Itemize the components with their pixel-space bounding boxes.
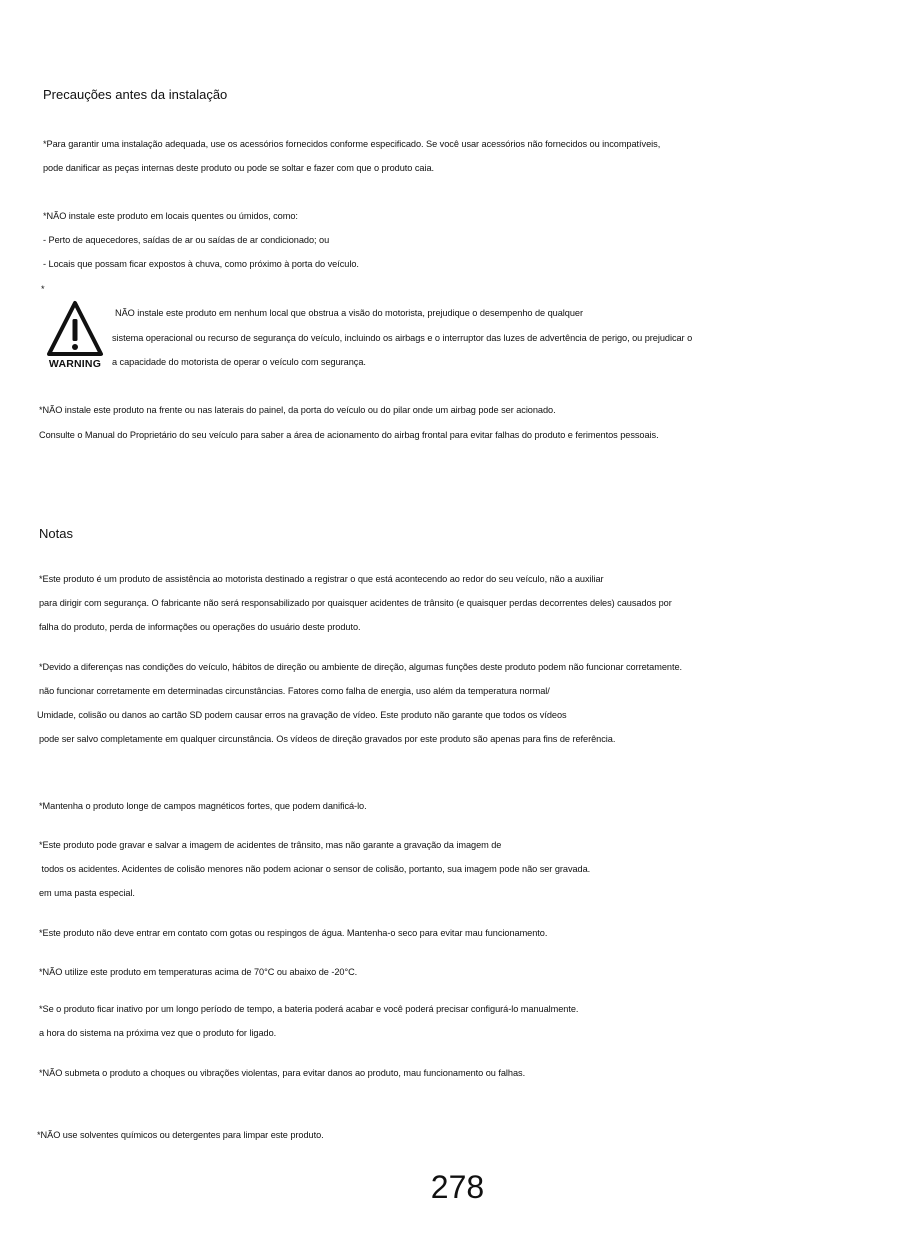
note-5-line-1: *Este produto não deve entrar em contato com gotas ou respingos de água. Mantenha-o seco para evitar mau funcionamento. bbox=[39, 928, 548, 938]
note-1-line-2: para dirigir com segurança. O fabricante não será responsabilizado por quaisquer acidentes de trânsito (e quaisquer perdas decorrentes deles) causados por bbox=[39, 598, 672, 608]
warning-line-3: a capacidade do motorista de operar o veículo com segurança. bbox=[112, 357, 366, 367]
section-title-precautions: Precauções antes da instalação bbox=[43, 87, 228, 102]
note-1-line-3: falha do produto, perda de informações ou operações do usuário deste produto. bbox=[39, 622, 361, 632]
note-2-line-1: *Devido a diferenças nas condições do veículo, hábitos de direção ou ambiente de direção, algumas funções deste produto podem não funcionar corretamente. bbox=[39, 662, 683, 672]
note-2-line-3: Umidade, colisão ou danos ao cartão SD podem causar erros na gravação de vídeo. Este produto não garante que todos os vídeos bbox=[37, 710, 567, 720]
warning-marker: * bbox=[41, 284, 45, 294]
page-number: 278 bbox=[430, 1169, 485, 1205]
warning-triangle-icon bbox=[44, 298, 106, 360]
precaution-2-line-3: - Locais que possam ficar expostos à chuva, como próximo à porta do veículo. bbox=[43, 259, 359, 269]
note-6-line-1: *NÃO utilize este produto em temperaturas acima de 70°C ou abaixo de -20°C. bbox=[39, 967, 358, 977]
note-1-line-1: *Este produto é um produto de assistência ao motorista destinado a registrar o que está acontecendo ao redor do seu veículo, não a auxiliar bbox=[39, 574, 604, 584]
note-2-line-4: pode ser salvo completamente em qualquer circunstância. Os vídeos de direção gravados por este produto são apenas para fins de referência. bbox=[39, 734, 616, 744]
precaution-2-line-1: *NÃO instale este produto em locais quentes ou úmidos, como: bbox=[43, 211, 298, 221]
note-9-line-1: *NÃO use solventes químicos ou detergentes para limpar este produto. bbox=[37, 1130, 324, 1140]
note-8-line-1: *NÃO submeta o produto a choques ou vibrações violentas, para evitar danos ao produto, mau funcionamento ou falhas. bbox=[39, 1068, 526, 1078]
note-3-line-1: *Mantenha o produto longe de campos magnéticos fortes, que podem danificá-lo. bbox=[39, 801, 367, 811]
warning-label: WARNING bbox=[48, 358, 102, 370]
precaution-3-line-1: *NÃO instale este produto na frente ou nas laterais do painel, da porta do veículo ou do pilar onde um airbag pode ser acionado. bbox=[39, 405, 556, 415]
warning-line-2: sistema operacional ou recurso de segurança do veículo, incluindo os airbags e o interruptor das luzes de advertência de perigo, ou prejudicar o bbox=[112, 333, 693, 343]
precaution-1-line-1: *Para garantir uma instalação adequada, use os acessórios fornecidos conforme especificado. Se você usar acessórios não fornecidos ou incompatíveis, bbox=[43, 139, 661, 149]
note-2-line-2: não funcionar corretamente em determinadas circunstâncias. Fatores como falha de energia, uso além da temperatura normal/ bbox=[39, 686, 550, 696]
warning-block bbox=[44, 298, 106, 372]
note-4-line-1: *Este produto pode gravar e salvar a imagem de acidentes de trânsito, mas não garante a gravação da imagem de bbox=[39, 840, 502, 850]
note-4-line-3: em uma pasta especial. bbox=[39, 888, 135, 898]
section-title-notes: Notas bbox=[39, 526, 73, 541]
precaution-3-line-2: Consulte o Manual do Proprietário do seu veículo para saber a área de acionamento do airbag frontal para evitar falhas do produto e ferimentos pessoais. bbox=[39, 430, 659, 440]
note-7-line-1: *Se o produto ficar inativo por um longo período de tempo, a bateria poderá acabar e você poderá precisar configurá-lo manualmente. bbox=[39, 1004, 579, 1014]
note-7-line-2: a hora do sistema na próxima vez que o produto for ligado. bbox=[39, 1028, 277, 1038]
precaution-2-line-2: - Perto de aquecedores, saídas de ar ou saídas de ar condicionado; ou bbox=[43, 235, 330, 245]
warning-line-1: NÃO instale este produto em nenhum local que obstrua a visão do motorista, prejudique o desempenho de qualquer bbox=[115, 308, 583, 318]
precaution-1-line-2: pode danificar as peças internas deste produto ou pode se soltar e fazer com que o produto caia. bbox=[43, 163, 435, 173]
note-4-line-2: todos os acidentes. Acidentes de colisão menores não podem acionar o sensor de colisão, portanto, sua imagem pode não ser gravada. bbox=[39, 864, 591, 874]
